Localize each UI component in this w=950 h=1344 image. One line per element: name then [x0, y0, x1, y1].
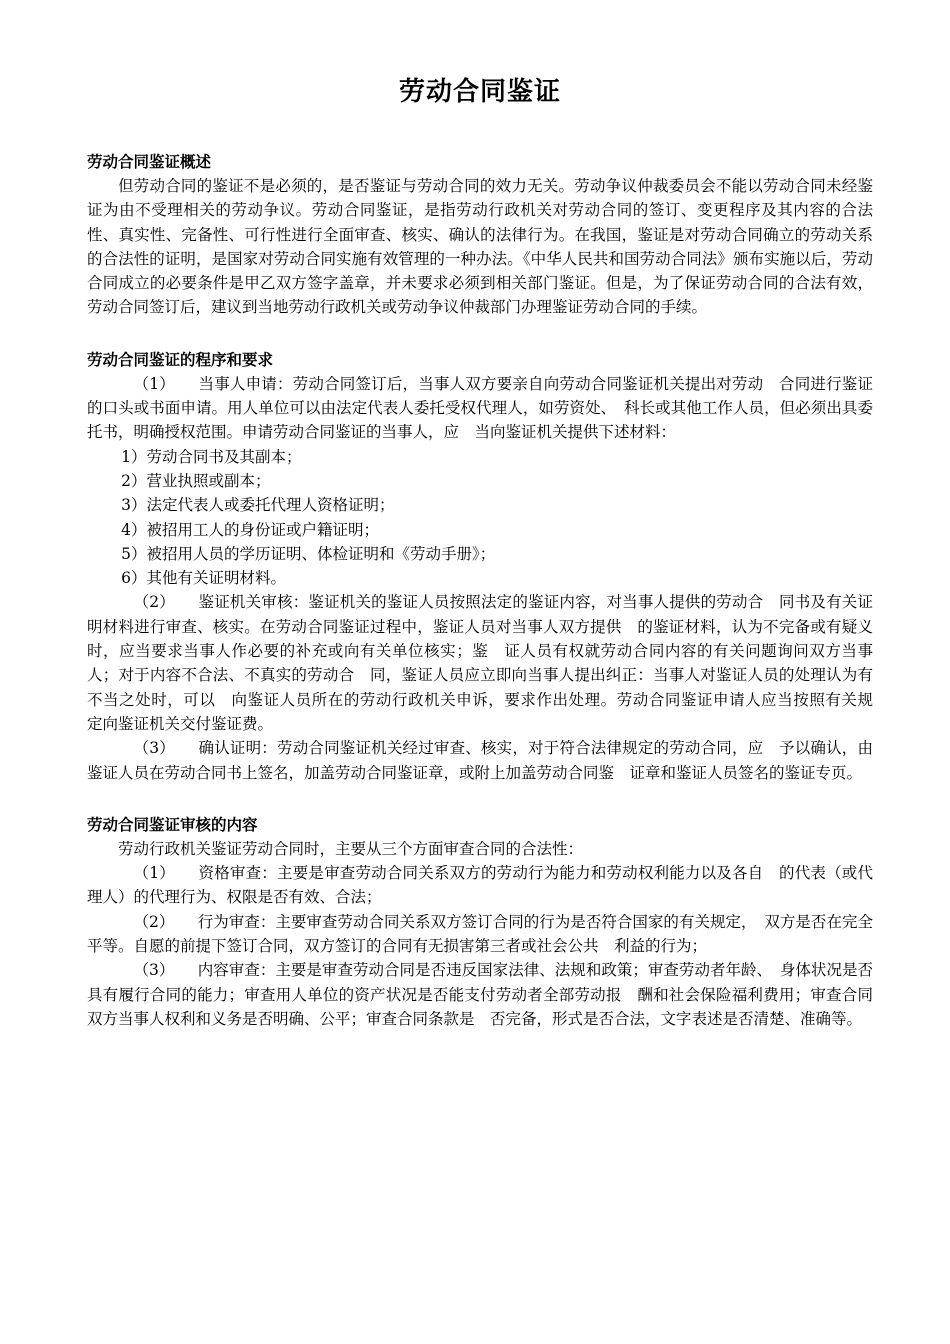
list-item: 5）被招用人员的学历证明、体检证明和《劳动手册》；	[121, 544, 496, 563]
list-item: 6）其他有关证明材料。	[121, 569, 286, 588]
list-item: 3）法定代表人或委托代理人资格证明；	[121, 496, 395, 515]
procedure-step-3: （3） 确认证明：劳动合同鉴证机关经过审查、核实，对于符合法律规定的劳动合同，应 予以确认，由鉴证人员在劳动合同书上签名，加盖劳动合同鉴证章，或附上加盖劳动合同鉴 证章和鉴证人员签名的鉴证专页。	[87, 739, 873, 782]
list-item: 2）营业执照或副本；	[121, 471, 271, 490]
list-item: 1）劳动合同书及其副本；	[121, 447, 302, 466]
paragraph: 但劳动合同的鉴证不是必须的，是否鉴证与劳动合同的效力无关。劳动争议仲裁委员会不能以劳动合同未经鉴证为由不受理相关的劳动争议。劳动合同鉴证，是指劳动行政机关对劳动合同的签订、变更程序及其内容的合法性、真实性、完备性、可行性进行全面审查、核实、确认的法律行为。在我国，鉴证是对劳动合同确立的劳动关系的合法性的证明，是国家对劳动合同实施有效管理的一种办法。《中华人民共和国劳动合同法》颁布实施以后，劳动合同成立的必要条件是甲乙双方签字盖章，并未要求必须到相关部门鉴证。但是，为了保证劳动合同的合法有效，劳动合同签订后，建议到当地劳动行政机关或劳动争议仲裁部门办理鉴证劳动合同的手续。	[87, 177, 873, 317]
review-item-3: （3） 内容审查：主要是审查劳动合同是否违反国家法律、法规和政策；审查劳动者年龄、 身体状况是否具有履行合同的能力；审查用人单位的资产状况是否能支付劳动者全部劳动报 酬和社会保险福利费用；审查合同双方当事人权利和义务是否明确、公平；审查合同条款是 否完备，形式是否合法，文字表述是否清楚、准确等。	[87, 961, 873, 1028]
paragraph: 劳动行政机关鉴证劳动合同时，主要从三个方面审查合同的合法性：	[118, 839, 584, 858]
section-heading: 劳动合同鉴证的程序和要求	[87, 350, 274, 369]
document-page	[87, 74, 889, 1059]
section-overview	[87, 150, 873, 320]
list-item: 4）被招用工人的身份证或户籍证明；	[121, 520, 379, 539]
review-item-1: （1） 资格审查：主要是审查劳动合同关系双方的劳动行为能力和劳动权利能力以及各自 的代表（或代理人）的代理行为、权限是否有效、合法；	[87, 864, 873, 907]
review-item-2: （2） 行为审查：主要审查劳动合同关系双方签订合同的行为是否符合国家的有关规定， 双方是否在完全平等。自愿的前提下签订合同，双方签订的合同有无损害第三者或社会公共 利益的行为；	[87, 912, 873, 956]
document-title: 劳动合同鉴证	[398, 77, 561, 107]
section-heading: 劳动合同鉴证概述	[87, 153, 212, 171]
section-review-content	[87, 813, 873, 1031]
procedure-step-1: （1） 当事人申请：劳动合同签订后，当事人双方要亲自向劳动合同鉴证机关提出对劳动 合同进行鉴证的口头或书面申请。用人单位可以由法定代表人委托受权代理人，如劳资处、 科长或其他工作人员，但必须出具委托书，明确授权范围。申请劳动合同鉴证的当事人，应 当向鉴证机关提供下述材料：	[87, 374, 873, 442]
section-heading: 劳动合同鉴证审核的内容	[87, 815, 258, 834]
materials-list	[87, 445, 873, 591]
section-procedure	[87, 348, 889, 785]
procedure-step-2: （2） 鉴证机关审核：鉴证机关的鉴证人员按照法定的鉴证内容，对当事人提供的劳动合 同书及有关证明材料进行审查、核实。在劳动合同鉴证过程中，鉴证人员对当事人双方提供 的鉴证材料，认为不完备或有疑义时，应当要求当事人作必要的补充或向有关单位核实；鉴 证人员有权就劳动合同内容的有关问题询问双方当事人；对于内容不合法、不真实的劳动合 同，鉴证人员应立即向当事人提出纠正：当事人对鉴证人员的处理认为有不当之处时，可以 向鉴证人员所在的劳动行政机关申诉，要求作出处理。劳动合同鉴证申请人应当按照有关规 定向鉴证机关交付鉴证费。	[87, 593, 889, 733]
